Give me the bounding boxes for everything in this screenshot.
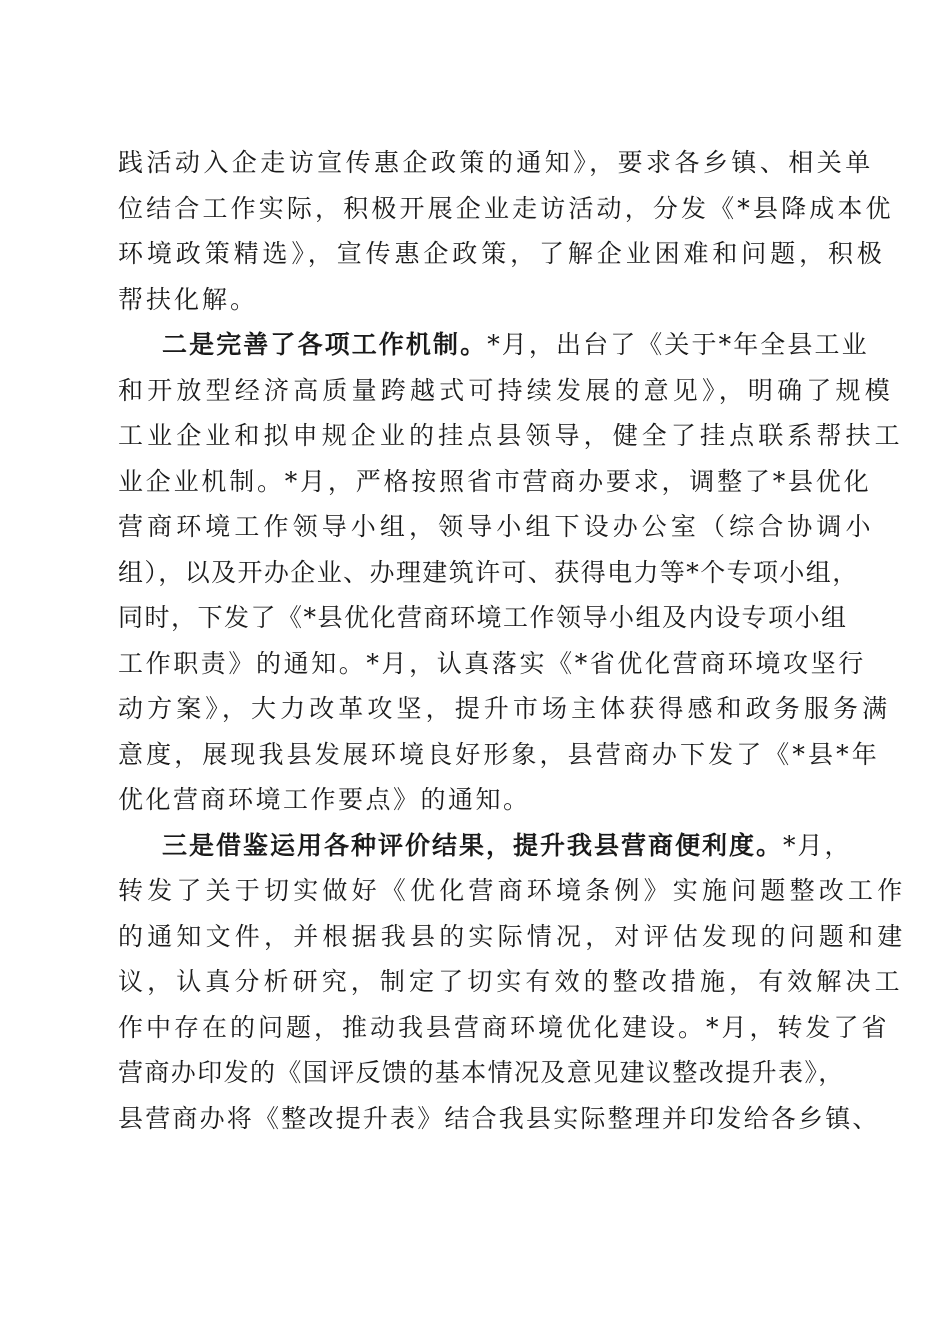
text-line: 县营商办将《整改提升表》结合我县实际整理并印发给各乡镇、 [118,1103,880,1133]
text-line: 工作职责》的通知。*月，认真落实《*省优化营商环境攻坚行 [118,648,866,678]
text-span: *月，出台了《关于*年全县工业 [487,330,869,359]
text-line: 组），以及开办企业、办理建筑许可、获得电力等*个专项小组， [118,557,859,587]
text-line: 议，认真分析研究，制定了切实有效的整改措施，有效解决工 [118,967,904,996]
text-line: 业企业机制。*月，严格按照省市营商办要求，调整了*县优化 [118,466,872,496]
text-line: 优化营商环境工作要点》的通知。 [118,785,531,814]
paragraph-heading: 二是完善了各项工作机制。 [162,330,488,359]
text-line: 意度，展现我县发展环境良好形象，县营商办下发了《*县*年 [118,739,880,769]
text-line: 工业企业和拟申规企业的挂点县领导，健全了挂点联系帮扶工 [118,421,904,450]
text-span: *月， [783,830,852,860]
text-line: 的通知文件，并根据我县的实际情况，对评估发现的问题和建 [118,921,907,951]
text-line: 和开放型经济高质量跨越式可持续发展的意见》，明确了规模 [118,375,894,405]
paragraph-2 [118,322,904,823]
text-line: 动方案》，大力改革攻坚，提升市场主体获得感和政务服务满 [118,694,892,723]
paragraph-heading: 三是借鉴运用各种评价结果，提升我县营商便利度。 [162,830,784,860]
text-line: 营商环境工作领导小组，领导小组下设办公室（综合协调小 [118,512,875,541]
text-line: 位结合工作实际，积极开展企业走访活动，分发《*县降成本优 [118,193,894,223]
text-line: 营商办印发的《国评反馈的基本情况及意见建议整改提升表》， [118,1058,845,1087]
paragraph-3 [118,823,907,1142]
text-line [118,322,869,368]
paragraph-1 [118,140,894,322]
text-line: 转发了关于切实做好《优化营商环境条例》实施问题整改工作 [118,876,907,905]
text-line: 环境政策精选》，宣传惠企政策，了解企业困难和问题，积极 [118,239,886,268]
body-text [118,140,907,1141]
text-line: 作中存在的问题，推动我县营商环境优化建设。*月，转发了省 [118,1012,890,1042]
text-line: 帮扶化解。 [118,284,259,314]
text-line [118,823,852,869]
text-line: 践活动入企走访宣传惠企政策的通知》，要求各乡镇、相关单 [118,148,874,177]
text-line: 同时，下发了《*县优化营商环境工作领导小组及内设专项小组 [118,603,848,632]
